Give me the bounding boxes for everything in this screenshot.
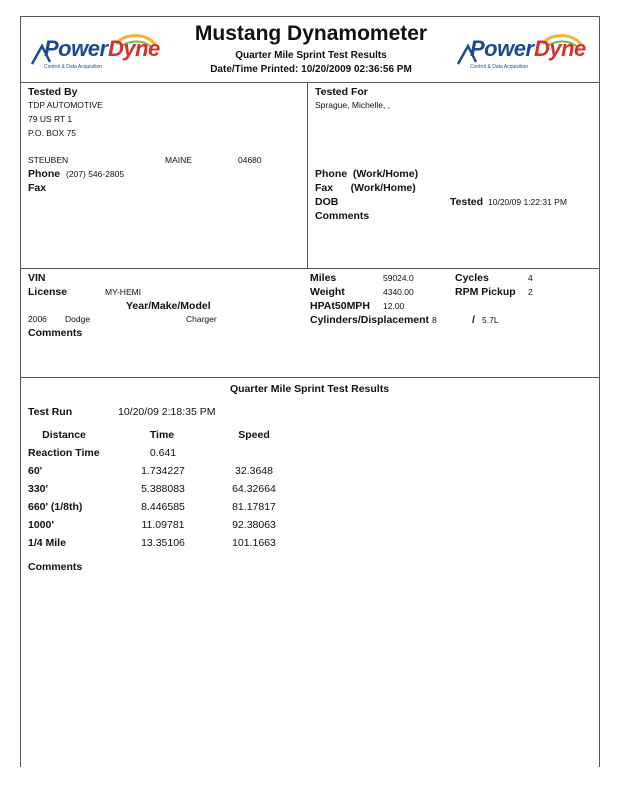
results-comments-label: Comments [28,561,83,573]
cylinders-value: 8 [432,315,437,325]
logo-word-power: Power [44,36,108,61]
test-run-label: Test Run [28,406,73,418]
cycles-label: Cycles [455,272,489,284]
tested-by-name: TDP AUTOMOTIVE [28,100,103,110]
cycles-value: 4 [528,273,533,283]
tested-for-comments-label: Comments [315,210,370,222]
tested-by-phone: (207) 546-2805 [66,169,125,179]
row-time: 8.446585 [141,501,185,513]
row-time: 0.641 [149,447,177,459]
miles-label: Miles [310,272,337,284]
license-label: License [28,286,68,298]
year-make-model-label: Year/Make/Model [126,300,211,312]
tested-for-dob-label: DOB [315,196,339,208]
powerdyne-logo-right [456,28,584,70]
section-divider-2 [20,377,599,378]
row-speed: 101.1663 [232,537,276,549]
row-distance: 1/4 Mile [28,537,66,549]
tested-by-address1: 79 US RT 1 [28,114,73,124]
tested-date-value: 10/20/09 1:22:31 PM [488,197,567,207]
row-speed: 64.32664 [232,483,276,495]
logo-word-dyne: Dyne [108,36,160,61]
cylinders-displacement-label: Cylinders/Displacement [310,314,430,326]
test-run-value: 10/20/09 2:18:35 PM [118,406,216,418]
tested-for-label: Tested For [315,86,368,98]
rpm-pickup-label: RPM Pickup [455,286,516,298]
logo-word-power: Power [470,36,534,61]
printed-datetime: Date/Time Printed: 10/20/2009 02:36:56 PM [210,64,412,75]
displacement-value: 5.7L [482,315,499,325]
hp-label: HPAt50MPH [310,300,370,312]
column-header-distance: Distance [42,429,86,441]
vin-label: VIN [28,272,46,284]
vehicle-year: 2006 [28,314,47,324]
row-speed: 32.3648 [235,465,273,477]
rpm-pickup-value: 2 [528,287,533,297]
row-distance: Reaction Time [28,447,100,459]
column-divider [307,82,308,268]
row-time: 1.734227 [141,465,185,477]
row-time: 13.35106 [141,537,185,549]
row-distance: 660' (1/8th) [28,501,83,513]
tested-for-name: Sprague, Michelle, , [315,100,391,110]
row-time: 5.388083 [141,483,185,495]
tested-by-zip: 04680 [238,155,262,165]
tested-by-city: STEUBEN [28,155,69,165]
logo-tagline: Control & Data Acquisition [470,64,529,70]
vehicle-make: Dodge [65,314,91,324]
powerdyne-logo-left [30,28,158,70]
row-speed: 92.38063 [232,519,276,531]
section-divider-1 [20,268,599,269]
report-subtitle: Quarter Mile Sprint Test Results [235,50,387,61]
miles-value: 59024.0 [383,273,414,283]
weight-value: 4340.00 [383,287,414,297]
tested-for-fax-label: Fax (Work/Home) [315,182,416,194]
row-distance: 1000' [28,519,54,531]
row-distance: 330' [28,483,49,495]
tested-by-label: Tested By [28,86,78,98]
row-speed: 81.17817 [232,501,276,513]
tested-by-fax-label: Fax [28,182,47,194]
logo-word-dyne: Dyne [534,36,586,61]
hp-value: 12.00 [383,301,405,311]
tested-by-phone-label: Phone [28,168,61,180]
displacement-slash: / [472,314,475,326]
row-distance: 60' [28,465,43,477]
vehicle-comments-label: Comments [28,327,83,339]
header-divider [20,82,599,83]
tested-date-label: Tested [450,196,484,208]
tested-for-phone-label: Phone (Work/Home) [315,168,419,180]
column-header-time: Time [149,429,175,441]
column-header-speed: Speed [238,429,270,441]
vehicle-model: Charger [186,314,217,324]
license-value: MY-HEMI [105,287,142,297]
logo-tagline: Control & Data Acquisition [44,64,103,70]
report-title: Mustang Dynamometer [194,22,428,45]
tested-by-address2: P.O. BOX 75 [28,128,77,138]
results-heading: Quarter Mile Sprint Test Results [229,383,390,395]
weight-label: Weight [310,286,345,298]
row-time: 11.09781 [141,519,185,531]
tested-by-state: MAINE [165,155,192,165]
